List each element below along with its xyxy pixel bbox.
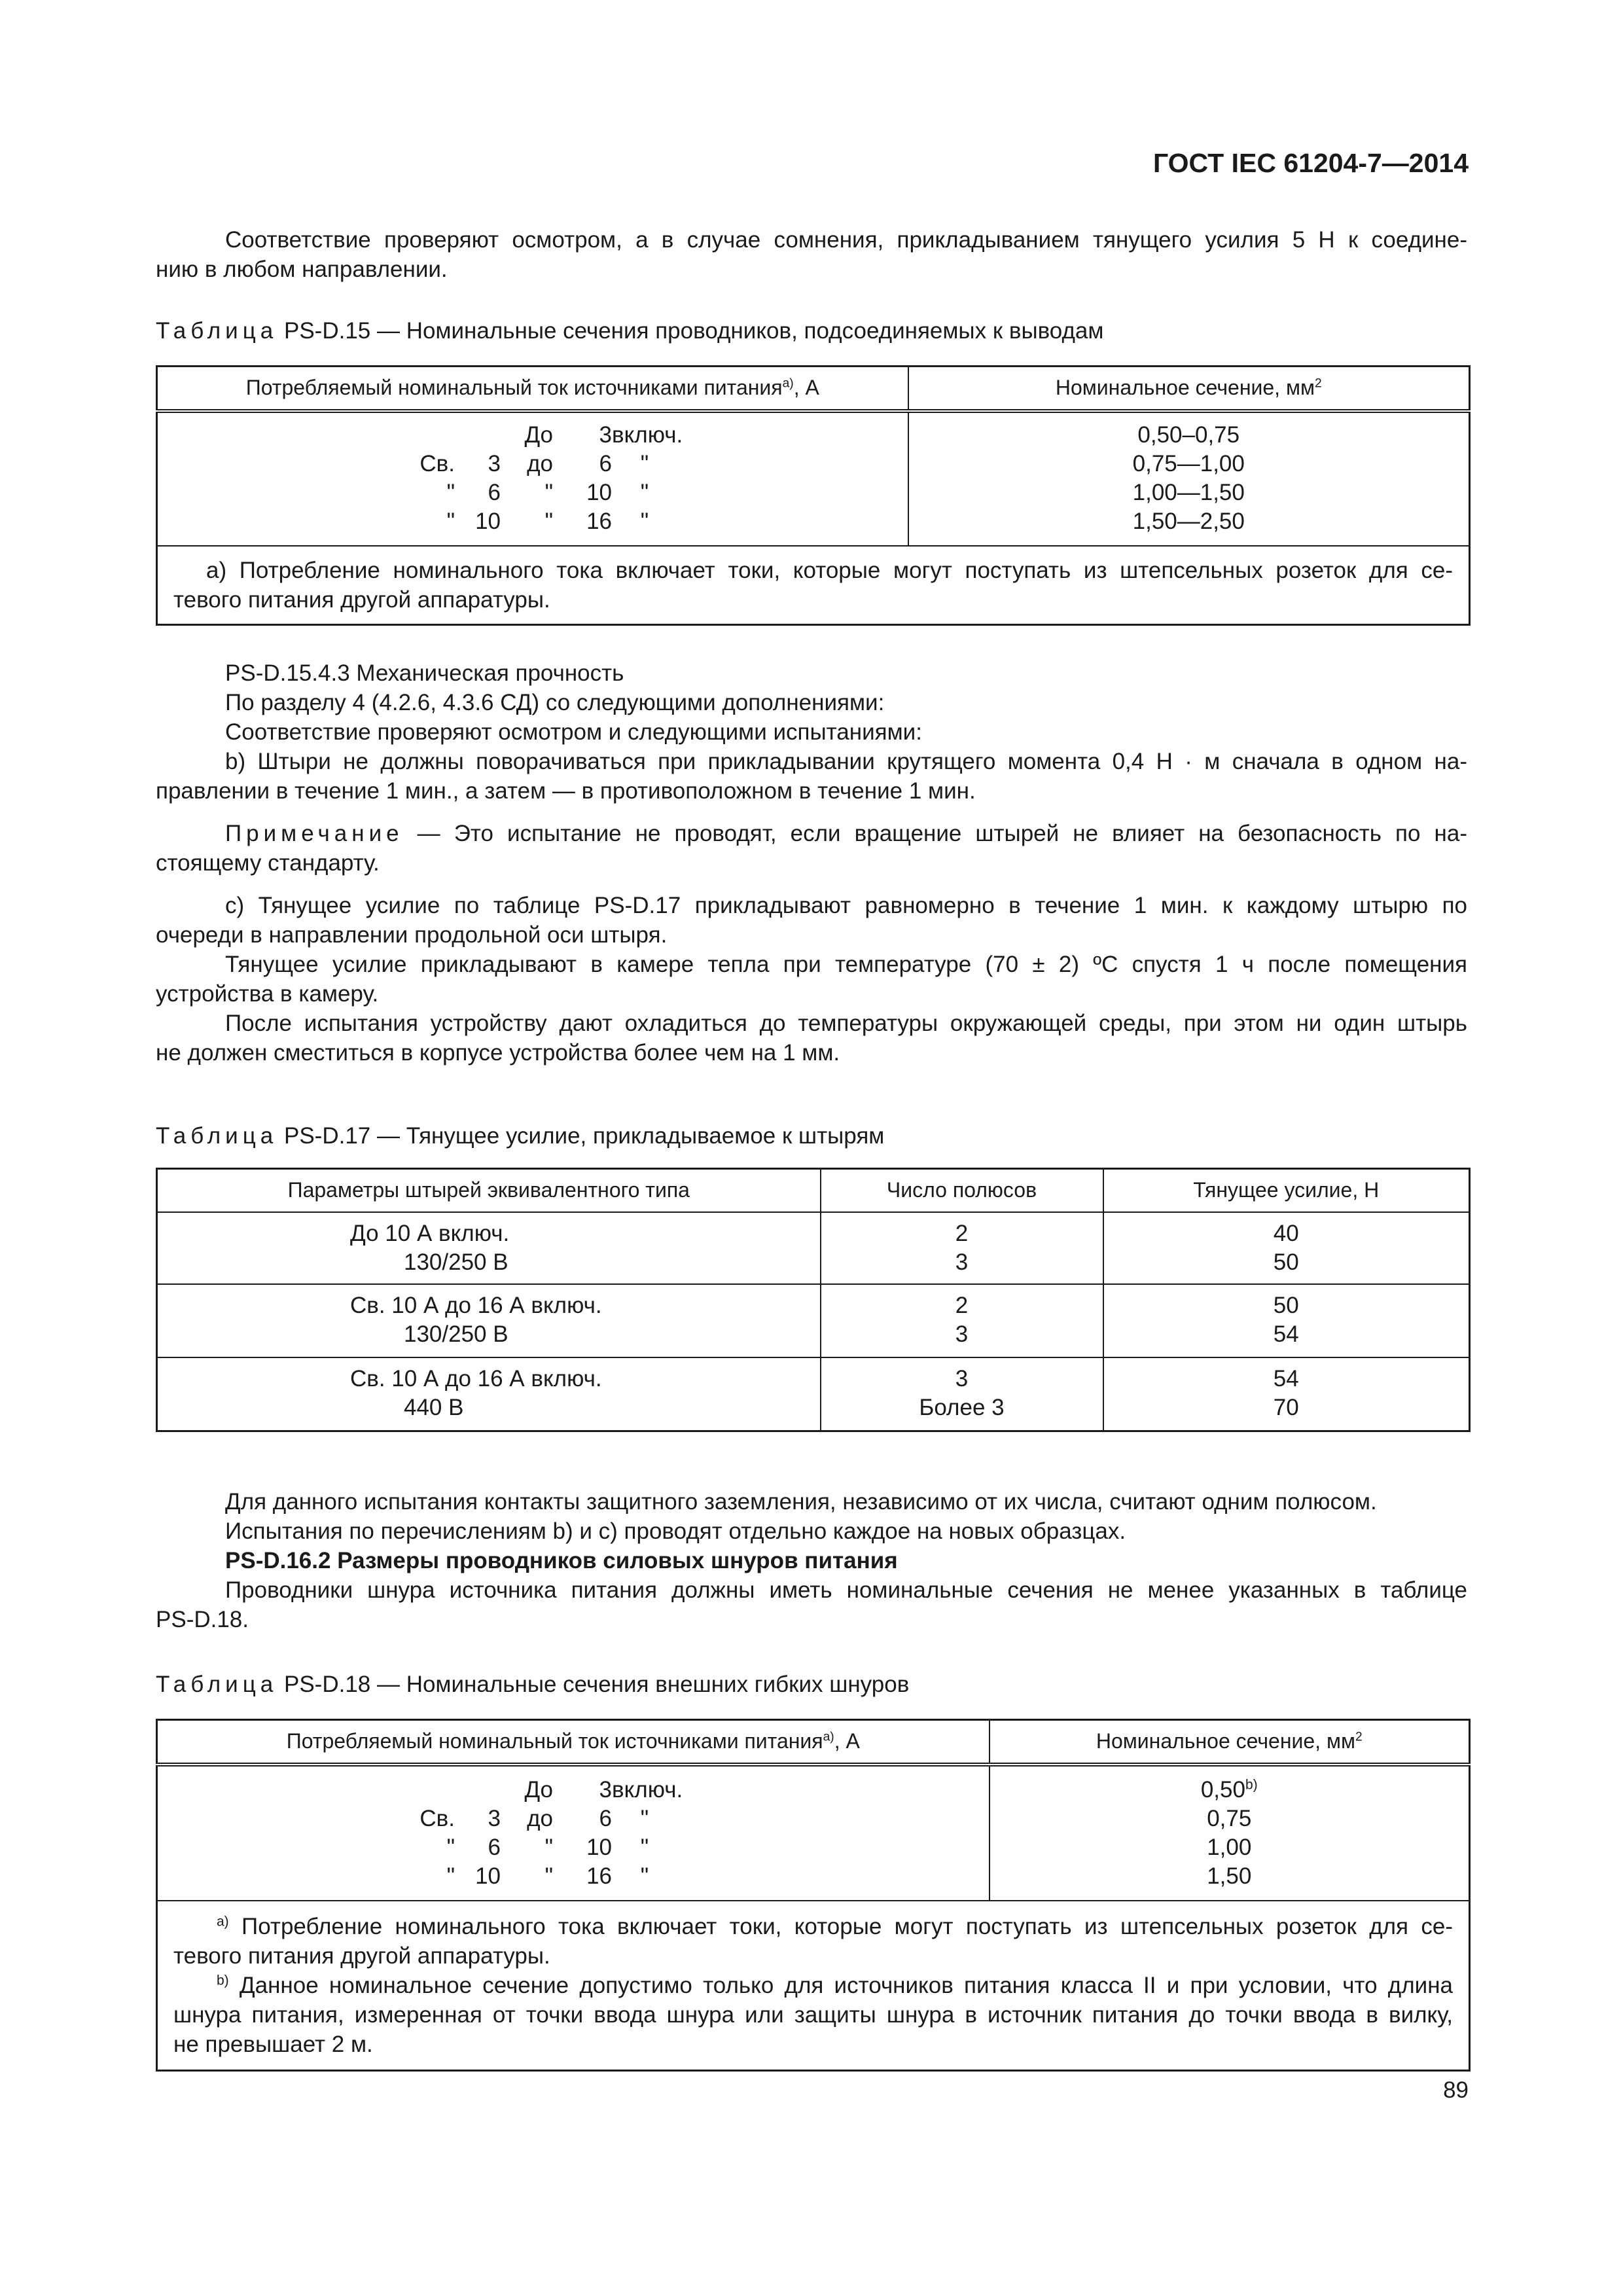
table15-note: а) Потребление номинального тока включает токи, которые могут поступать из штепсельных розеток для се- тевого питания другой аппаратуры. xyxy=(157,546,1470,625)
table18-notes: $^{a)}$ Потребление номинального тока включает токи, которые могут поступать из штепсельных розеток для се- тевого питания другой аппаратуры. $^{b)}$ Данное номинальное сечение допустимо только для источников питания класса II и при условии, что длина шнура питания, измеренная от точки ввода шнура или защиты шнура в источник питания до точки ввода в вилку, не превышает 2 м. xyxy=(157,1901,1470,2071)
document-id: ГОСТ IEC 61204-7—2014 xyxy=(1152,148,1469,178)
table17-row-params: Св. 10 А до 16 А включ. 130/250 В xyxy=(157,1284,821,1357)
table17-caption-label: Таблица xyxy=(156,1123,278,1149)
after-table17: Для данного испытания контакты защитного заземления, независимо от их числа, считают одним полюсом. Испытания по перечислениям b) и с) проводят отдельно каждое на новых образцах. PS-D.16.2 Размеры проводников силовых шнуров питания Проводники шнура источника питания должны иметь номинальные сечения не менее указанных в таблице PS-D.18. xyxy=(156,1489,1467,1632)
table17-row-params: Св. 10 А до 16 А включ. 440 В xyxy=(157,1357,821,1431)
table18-section-cell: 0,50$^{b)}$ 0,75 1,00 1,50 xyxy=(990,1765,1470,1901)
table15-section-cell: 0,50–0,75 0,75—1,00 1,00—1,50 1,50—2,50 xyxy=(908,411,1470,546)
table17-row-force: 40 50 xyxy=(1103,1212,1470,1284)
table-ps-d15 xyxy=(156,365,1471,626)
table18-note-a: $^{a)}$ Потребление номинального тока включает токи, которые могут поступать из штепсельных розеток для се- xyxy=(217,1913,1453,1939)
table17-head-params: Параметры штырей эквивалентного типа xyxy=(157,1169,821,1212)
table17-row-force: 54 70 xyxy=(1103,1357,1470,1431)
section-15-4-3: PS-D.15.4.3 Механическая прочность По разделу 4 (4.2.6, 4.3.6 СД) со следующими дополнениями: Соответствие проверяют осмотром и следующими испытаниями: b) Штыри не должны поворачиваться при прикладывании крутящего момента 0,4 Н · м сначала в одном на- правлении в течение 1 мин., а затем — в противоположном в течение 1 мин. Примечание — Это испытание не проводят, если вращение штырей не влияет на безопасность по на- стоящему стандарту. с) Тянущее усилие по таблице PS-D.17 прикладывают равномерно в течение 1 мин. к каждому штырю по очереди в направлении продольной оси штыря. Тянущее усилие прикладывают в камере тепла при температуре (70 ± 2) ºС спустя 1 ч после помещения устройства в камеру. После испытания устройству дают охладиться до температуры окружающей среды, при этом ни один штырь не должен сместиться в корпусе устройства более чем на 1 мм. xyxy=(156,658,1467,1067)
table15-head-section: Номинальное сечение, $мм^2$ xyxy=(908,367,1470,411)
table18-head-current: Потребляемый номинальный ток источниками питания$^{a)}$, А xyxy=(157,1720,990,1765)
table17-head-force: Тянущее усилие, Н xyxy=(1103,1169,1470,1212)
table15-caption xyxy=(156,318,1103,344)
table18-caption-label: Таблица xyxy=(156,1672,278,1697)
page-number: 89 xyxy=(1443,2077,1469,2103)
section-note: Примечание — Это испытание не проводят, если вращение штырей не влияет на безопасность по на- xyxy=(225,821,1467,846)
table17-caption xyxy=(156,1123,884,1149)
table15-caption-label: Таблица xyxy=(156,318,278,344)
table18-caption xyxy=(156,1672,909,1698)
table-ps-d17 xyxy=(156,1168,1471,1432)
section-title: PS-D.15.4.3 Механическая прочность xyxy=(225,660,624,686)
table17-row-poles: 2 3 xyxy=(821,1212,1103,1284)
table15-caption-text: PS-D.15 — Номинальные сечения проводников, подсоединяемых к выводам xyxy=(283,318,1104,344)
section-16-2-heading: PS-D.16.2 Размеры проводников силовых шнуров питания xyxy=(225,1548,898,1573)
table17-row-poles: 2 3 xyxy=(821,1284,1103,1357)
table17-caption-text: PS-D.17 — Тянущее усилие, прикладываемое к штырям xyxy=(283,1123,885,1149)
table15-current-cell: До 3 включ. Св. 3 до 6 " " 6 " 10 " " 10 " 16 " xyxy=(157,411,908,546)
table18-current-cell: До 3 включ. Св. 3 до 6 " " 6 " 10 " " 10 " 16 " xyxy=(157,1765,990,1901)
table15-head-current: Потребляемый номинальный ток источниками питания$^{a)}$, А xyxy=(157,367,908,411)
table17-row-params: До 10 А включ. 130/250 В xyxy=(157,1212,821,1284)
table-ps-d18 xyxy=(156,1719,1471,2072)
table18-note-b: $^{b)}$ Данное номинальное сечение допустимо только для источников питания класса II и при условии, что длина xyxy=(217,1972,1453,1998)
table18-head-section: Номинальное сечение, $мм^2$ xyxy=(990,1720,1470,1765)
table17-row-poles: 3 Более 3 xyxy=(821,1357,1103,1431)
table18-caption-text: PS-D.18 — Номинальные сечения внешних гибких шнуров xyxy=(283,1672,910,1697)
table17-row-force: 50 54 xyxy=(1103,1284,1470,1357)
intro-paragraph: Соответствие проверяют осмотром, а в случае сомнения, прикладыванием тянущего усилия 5 Н к соедине- нию в любом направлении. xyxy=(156,227,1467,282)
table17-head-poles: Число полюсов xyxy=(821,1169,1103,1212)
